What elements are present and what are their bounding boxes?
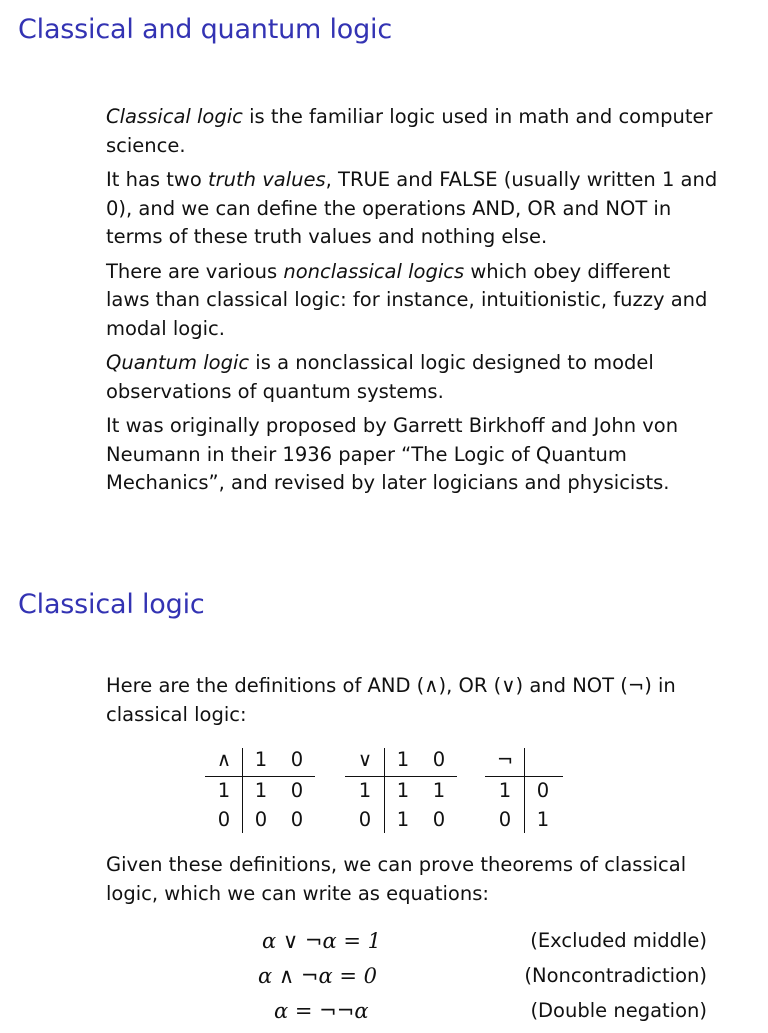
- paragraph: [106, 103, 718, 160]
- header-value: 0: [290, 748, 304, 771]
- equation-expression: α = ¬¬α: [274, 999, 369, 1023]
- header-value: 1: [254, 748, 268, 771]
- equation-row: [0, 929, 768, 963]
- paragraph-text: , TRUE and FALSE (usually written 1 and 0), and we can define the operations AND, OR and NOT in terms of these truth values and nothing else.: [106, 168, 718, 248]
- table-cell: 0: [290, 808, 304, 831]
- table-column-rule: [384, 748, 385, 833]
- section1-body: [106, 103, 718, 504]
- definitions-intro: [106, 672, 718, 735]
- row-label: 1: [358, 779, 372, 802]
- row-label: 0: [498, 808, 512, 831]
- table-column-rule: [242, 748, 243, 833]
- table-cell: 1: [254, 779, 268, 802]
- equation-name: (Double negation): [530, 999, 707, 1022]
- table-header-rule: [485, 776, 563, 777]
- emphasized-term: nonclassical logics: [283, 259, 465, 283]
- paragraph-text: which obey different laws than classical logic: for instance, intuitionistic, fuzzy and modal logic.: [106, 259, 708, 340]
- paragraph: [106, 258, 718, 344]
- emphasized-term: Classical logic: [106, 105, 243, 128]
- definitions-intro-text: Here are the definitions of AND (∧), OR (∨) and NOT (¬) in classical logic:: [106, 674, 676, 726]
- equation-name: (Excluded middle): [530, 929, 707, 952]
- table-cell: 1: [396, 808, 410, 831]
- operator-symbol: ∨: [357, 748, 373, 771]
- equation-row: [0, 964, 768, 998]
- header-value: 0: [432, 748, 446, 771]
- row-label: 1: [498, 779, 512, 802]
- equation-name: (Noncontradiction): [524, 964, 707, 987]
- header-value: 1: [396, 748, 410, 771]
- operator-symbol: ¬: [496, 748, 514, 771]
- table-cell: 0: [536, 779, 550, 802]
- table-cell: 1: [536, 808, 550, 831]
- paragraph-text: is a nonclassical logic designed to model observations of quantum systems.: [106, 351, 654, 403]
- paragraph-text: There are various: [106, 259, 284, 283]
- paragraph: [106, 166, 718, 252]
- table-cell: 0: [254, 808, 268, 831]
- theorems-intro: [106, 851, 718, 914]
- theorems-intro-text: Given these definitions, we can prove theorems of classical logic, which we can write as equations:: [106, 853, 687, 905]
- operator-symbol: ∧: [216, 748, 232, 771]
- table-cell: 1: [396, 779, 410, 802]
- table-header-rule: [205, 776, 315, 777]
- table-header-rule: [345, 776, 457, 777]
- paragraph: [106, 349, 718, 406]
- row-label: 0: [217, 808, 231, 831]
- table-cell: 1: [432, 779, 446, 802]
- section-title-classical-and-quantum: Classical and quantum logic: [18, 14, 392, 45]
- emphasized-term: truth values: [208, 168, 326, 191]
- equation-row: [0, 999, 768, 1033]
- table-cell: 0: [290, 779, 304, 802]
- equation-expression: α ∧ ¬α = 0: [258, 964, 377, 988]
- paragraph-text: It was originally proposed by Garrett Birkhoff and John von Neumann in their 1936 paper “The Logic of Quantum Mechanics”, and revised by later logicians and physicists.: [106, 414, 679, 494]
- row-label: 0: [358, 808, 372, 831]
- equation-expression: α ∨ ¬α = 1: [262, 929, 381, 953]
- paragraph-text: is the familiar logic used in math and computer science.: [106, 105, 713, 157]
- paragraph: [106, 412, 718, 498]
- table-column-rule: [524, 748, 525, 833]
- section-title-classical: Classical logic: [18, 589, 205, 620]
- table-cell: 0: [432, 808, 446, 831]
- paragraph-text: It has two: [106, 168, 208, 191]
- emphasized-term: Quantum logic: [106, 351, 250, 374]
- row-label: 1: [217, 779, 231, 802]
